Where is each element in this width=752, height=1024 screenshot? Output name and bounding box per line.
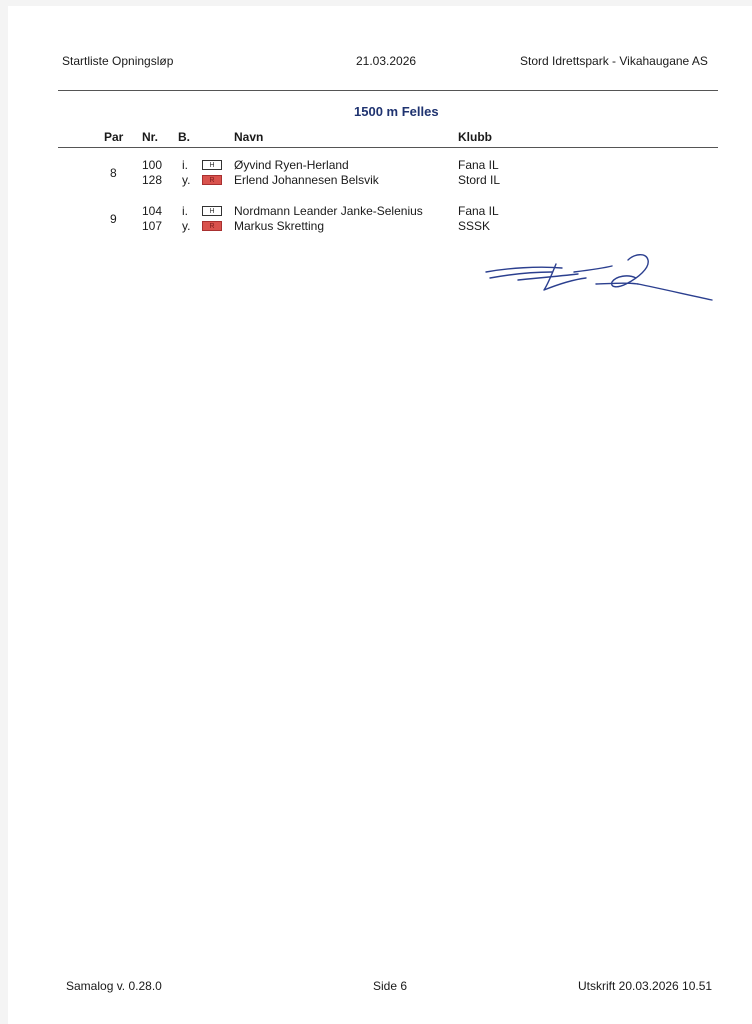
pair-number: 9: [110, 212, 117, 226]
red-armband-icon: R: [202, 175, 222, 185]
column-header-par: Par: [104, 130, 124, 144]
skater-club: Fana IL: [458, 204, 499, 218]
skater-name: Markus Skretting: [234, 219, 325, 233]
page-number: Side 6: [373, 979, 408, 993]
lane: i.: [182, 158, 188, 172]
column-header-klubb: Klubb: [458, 130, 492, 144]
header-divider: [58, 90, 718, 91]
skater-name: Øyvind Ryen-Herland: [234, 158, 349, 172]
lane: i.: [182, 204, 188, 218]
start-number: 104: [142, 204, 163, 218]
handwritten-signature: [478, 250, 714, 306]
column-header-nr: Nr.: [142, 130, 159, 144]
pair-number: 8: [110, 166, 117, 180]
venue-name: Stord Idrettspark - Vikahaugane AS: [520, 54, 708, 68]
skater-club: Fana IL: [458, 158, 499, 172]
software-version: Samalog v. 0.28.0: [66, 979, 162, 993]
column-header-navn: Navn: [234, 130, 264, 144]
table-header-divider: [58, 147, 718, 148]
start-number: 128: [142, 173, 163, 187]
white-armband-icon: H: [202, 206, 222, 216]
document-date: 21.03.2026: [356, 54, 417, 68]
white-armband-icon: H: [202, 160, 222, 170]
print-timestamp: Utskrift 20.03.2026 10.51: [578, 979, 713, 993]
skater-name: Nordmann Leander Janke-Selenius: [234, 204, 423, 218]
column-header-b: B.: [178, 130, 190, 144]
document-title: Startliste Opningsløp: [62, 54, 174, 68]
document-page: [8, 6, 752, 1024]
event-title: 1500 m Felles: [354, 104, 439, 119]
skater-club: SSSK: [458, 219, 491, 233]
start-number: 100: [142, 158, 163, 172]
start-number: 107: [142, 219, 163, 233]
skater-name: Erlend Johannesen Belsvik: [234, 173, 379, 187]
skater-club: Stord IL: [458, 173, 501, 187]
lane: y.: [182, 219, 191, 233]
red-armband-icon: R: [202, 221, 222, 231]
lane: y.: [182, 173, 191, 187]
